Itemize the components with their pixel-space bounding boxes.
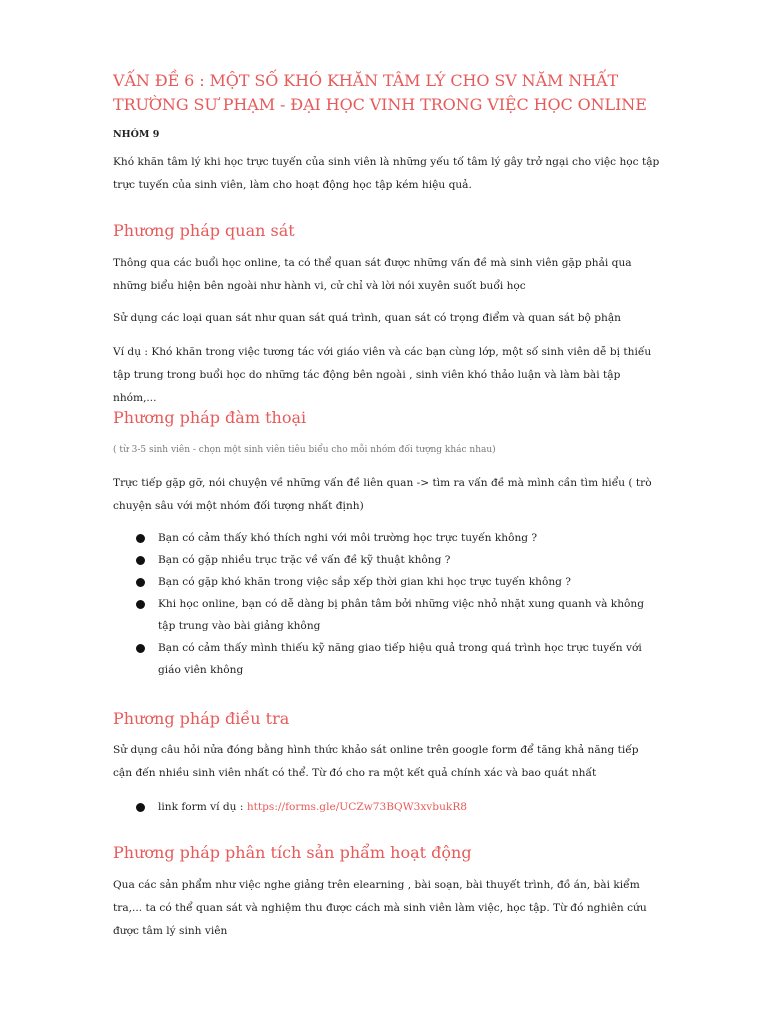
section-heading-survey: Phương pháp điều tra (113, 709, 290, 728)
interview-paragraph: Trực tiếp gặp gỡ, nói chuyện về những vấn đề liên quan -> tìm ra vấn đề mà mình cần tìm hiểu ( trò chuyện sâu với một nhóm đối tượng nhất định) (113, 477, 652, 512)
bullet-icon (136, 534, 145, 543)
survey-link-list (136, 796, 661, 818)
survey-paragraph: Sử dụng câu hỏi nửa đóng bằng hình thức khảo sát online trên google form để tăng khả năng tiếp cận đến nhiều sinh viên nhất có thể. Từ đó cho ra một kết quả chính xác và bao quát nhất (113, 744, 639, 779)
section-heading-product-analysis: Phương pháp phân tích sản phẩm hoạt động (113, 843, 472, 862)
intro-paragraph: Khó khăn tâm lý khi học trực tuyến của sinh viên là những yếu tố tâm lý gây trở ngại cho việc học tập trực tuyến của sinh viên, làm cho hoạt động học tập kém hiệu quả. (113, 156, 660, 191)
list-item (136, 796, 661, 818)
product-analysis-paragraph: Qua các sản phẩm như việc nghe giảng trên elearning , bài soạn, bài thuyết trình, đồ án, bài kiểm tra,... ta có thể quan sát và nghiệm thu được cách mà sinh viên làm việc, học tập. Từ đó nghiên cứu được tâm lý sinh viên (113, 879, 647, 937)
list-item: Bạn có cảm thấy khó thích nghi với môi trường học trực tuyến không ? (136, 527, 661, 549)
bullet-icon (136, 803, 145, 812)
list-item: Bạn có cảm thấy mình thiếu kỹ năng giao tiếp hiệu quả trong quá trình học trực tuyến với giáo viên không (136, 637, 661, 681)
interview-note: ( từ 3-5 sinh viên - chọn một sinh viên tiêu biểu cho mỗi nhóm đối tượng khác nhau) (113, 445, 496, 455)
section-heading-interview: Phương pháp đàm thoại (113, 408, 307, 427)
observation-paragraph-3: Ví dụ : Khó khăn trong việc tương tác với giáo viên và các bạn cùng lớp, một số sinh viên dễ bị thiếu tập trung trong buổi học do những tác động bên ngoài , sinh viên khó thảo luận và làm bài tập nhóm,... (113, 346, 652, 404)
interview-question-list (136, 527, 661, 681)
section-heading-observation: Phương pháp quan sát (113, 221, 295, 240)
bullet-icon (136, 556, 145, 565)
bullet-icon (136, 600, 145, 609)
bullet-icon (136, 578, 145, 587)
group-label: NHÓM 9 (113, 129, 160, 140)
form-link[interactable]: https://forms.gle/UCZw73BQW3xvbukR8 (246, 801, 468, 813)
link-prefix: link form ví dụ : (158, 801, 247, 813)
observation-paragraph-1: Thông qua các buổi học online, ta có thể quan sát được những vấn đề mà sinh viên gặp phải qua những biểu hiện bên ngoài như hành vi, cử chỉ và lời nói xuyên suốt buổi học (113, 257, 632, 292)
list-item: Bạn có gặp khó khăn trong việc sắp xếp thời gian khi học trực tuyến không ? (136, 571, 661, 593)
document-title: VẤN ĐỀ 6 : MỘT SỐ KHÓ KHĂN TÂM LÝ CHO SV NĂM NHẤT TRƯỜNG SƯ PHẠM - ĐẠI HỌC VINH TRONG VIỆC HỌC ONLINE (113, 71, 647, 114)
bullet-icon (136, 644, 145, 653)
observation-paragraph-2: Sử dụng các loại quan sát như quan sát quá trình, quan sát có trọng điểm và quan sát bộ phận (113, 312, 621, 324)
list-item: Bạn có gặp nhiều trục trặc về vấn đề kỹ thuật không ? (136, 549, 661, 571)
list-item: Khi học online, bạn có dễ dàng bị phân tâm bởi những việc nhỏ nhặt xung quanh và không tập trung vào bài giảng không (136, 593, 661, 637)
